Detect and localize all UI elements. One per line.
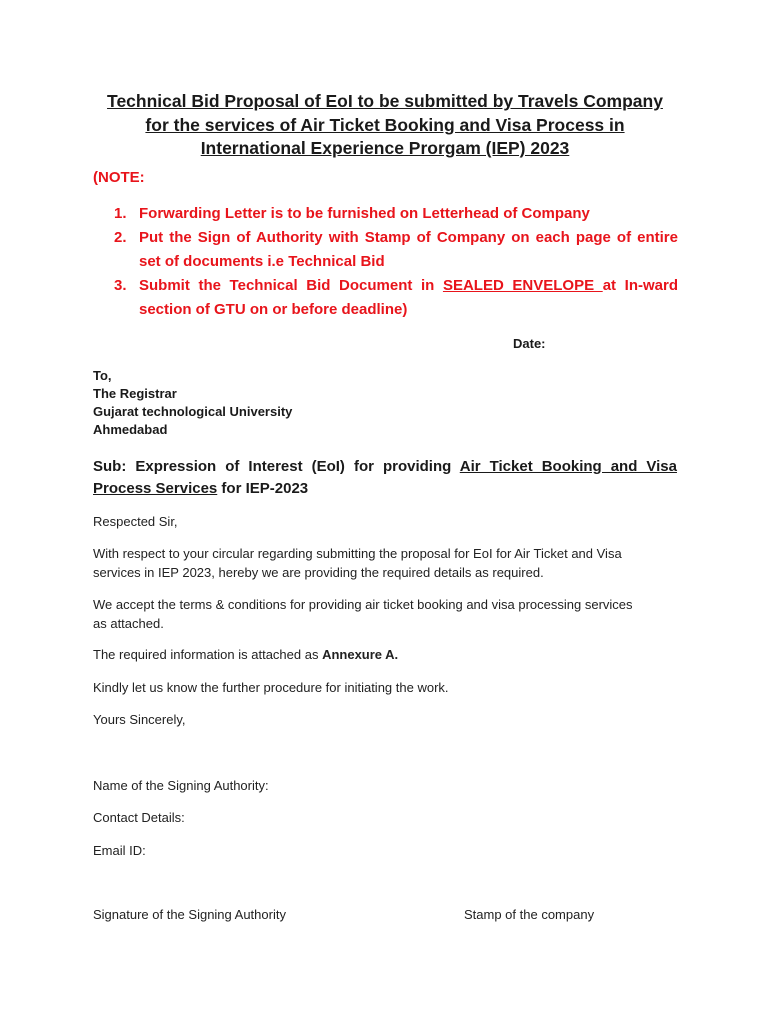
subject-prefix: Sub: Expression of Interest (EoI) for providing: [93, 458, 460, 475]
note-item-number: 1.: [114, 205, 127, 222]
title-line-1: Technical Bid Proposal of EoI to be submitted by Travels Company: [107, 91, 663, 111]
address-to: To,: [93, 368, 112, 383]
signature-label: Signature of the Signing Authority: [93, 907, 286, 922]
paragraph-1-line-1: With respect to your circular regarding submitting the proposal for EoI for Air Ticket and Visa: [93, 546, 622, 561]
note-item-text-line-1: Put the Sign of Authority with Stamp of Company on each page of entire: [139, 229, 678, 246]
subject-line: [93, 456, 677, 500]
subject-line-2: [93, 478, 677, 500]
note-item-2: [93, 226, 678, 274]
note-item-3: [93, 274, 678, 322]
closing: Yours Sincerely,: [93, 712, 186, 727]
paragraph-1-line-2: services in IEP 2023, hereby we are providing the required details as required.: [93, 565, 544, 580]
annexure-reference: Annexure A.: [322, 647, 399, 662]
note-item-text-line-1: [139, 274, 678, 298]
email-id-label: Email ID:: [93, 843, 146, 858]
note-item-text: Forwarding Letter is to be furnished on Letterhead of Company: [139, 205, 590, 222]
paragraph-1: [93, 544, 683, 582]
title-line-2: for the services of Air Ticket Booking and Visa Process in: [145, 114, 625, 135]
sealed-envelope-text: SEALED ENVELOPE: [442, 277, 603, 294]
stamp-label: Stamp of the company: [464, 907, 595, 922]
address-line-1: The Registrar: [93, 386, 177, 401]
subject-underlined-2: Process Services: [93, 480, 218, 497]
note-item-number: 3.: [114, 277, 127, 294]
note-item-1: [93, 202, 678, 226]
contact-details-label: Contact Details:: [93, 810, 185, 825]
note-item-text-line-2: section of GTU on or before deadline): [139, 301, 408, 318]
title-line-3: International Experience Prorgam (IEP) 2023: [200, 138, 570, 158]
subject-line-1: [93, 456, 677, 478]
page-title: [60, 90, 710, 161]
recipient-address: [93, 367, 292, 439]
address-line-3: Ahmedabad: [93, 422, 168, 437]
paragraph-2-line-2: as attached.: [93, 616, 164, 631]
paragraph-3-text: The required information is attached as: [93, 647, 323, 662]
note-item-number: 2.: [114, 229, 127, 246]
paragraph-2: [93, 595, 683, 633]
signing-authority-name-label: Name of the Signing Authority:: [93, 778, 269, 793]
subject-suffix: for IEP-2023: [217, 480, 309, 497]
subject-underlined-1: Air Ticket Booking and Visa: [459, 458, 677, 475]
note-item-text-pre: Submit the Technical Bid Document in: [139, 277, 443, 294]
address-line-2: Gujarat technological University: [93, 404, 293, 419]
paragraph-2-line-1: We accept the terms & conditions for providing air ticket booking and visa processing services: [93, 597, 633, 612]
note-list: [93, 202, 678, 322]
note-item-text-post: at In-ward: [602, 277, 678, 294]
date-label: Date:: [513, 336, 546, 351]
paragraph-4: Kindly let us know the further procedure for initiating the work.: [93, 680, 449, 695]
note-label: (NOTE:: [93, 169, 145, 186]
note-item-text-line-2: set of documents i.e Technical Bid: [139, 253, 385, 270]
paragraph-3: [93, 645, 683, 664]
salutation: Respected Sir,: [93, 514, 178, 529]
